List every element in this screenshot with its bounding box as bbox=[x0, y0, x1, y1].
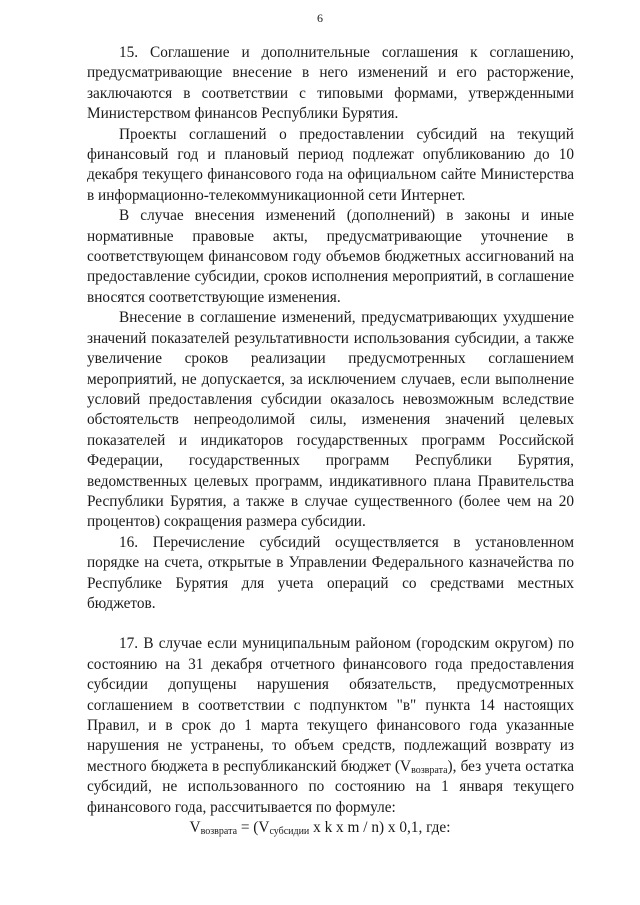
paragraph-law-changes: В случае внесения изменений (дополнений) в законы и иные нормативные правовые акты, предусматривающие уточнение в соответствующем финансовом году объемов бюджетных ассигнований на предоставление субсидии, сроков исполнения мероприятий, в соглашение вносятся соответствующие изменения. bbox=[87, 207, 574, 306]
paragraph-17 bbox=[87, 634, 574, 818]
paragraph-16: 16. Перечисление субсидий осуществляется в установленном порядке на счета, открытые в Управлении Федерального казначейства по Республике Бурятия для учета операций со средствами местных бюджетов. bbox=[87, 533, 574, 612]
paragraph-15: 15. Соглашение и дополнительные соглашения к соглашению, предусматривающие внесение в него изменений и его расторжение, заключаются в соответствии с типовыми формами, утвержденными Министерством финансов Республики Бурятия. bbox=[87, 44, 574, 123]
formula-equals: = (V bbox=[237, 819, 270, 836]
paragraph-17-text-b: ), без учета остатка субсидий, не использованного по состоянию на 1 января текущего финансового года, рассчитывается по формуле: bbox=[87, 757, 574, 816]
page-number: 6 bbox=[317, 11, 323, 25]
paragraph-draft-publication: Проекты соглашений о предоставлении субсидий на текущий финансовый год и плановый период подлежат опубликованию до 10 декабря текущего финансового года на официальном сайте Министерства в информационно-телекоммуникационной сети Интернет. bbox=[87, 125, 574, 204]
paragraph-gap bbox=[87, 614, 574, 634]
formula-sub-return: возврата bbox=[200, 826, 238, 837]
return-formula bbox=[0, 818, 640, 838]
paragraph-17-text-a: 17. В случае если муниципальным районом (городским округом) по состоянию на 31 декабря отчетного финансового года предоставления субсидии допущены нарушения обязательств, предусмотренных соглашением в соответствии с подпунктом "в" пункта 14 настоящих Правил, и в срок до 1 марта текущего финансового года указанные нарушения не устранены, то объем средств, подлежащий возврату из местного бюджета в республиканский бюджет (V bbox=[87, 635, 574, 775]
formula-rest: x k x m / n) x 0,1, где: bbox=[309, 819, 451, 836]
document-body bbox=[87, 43, 574, 818]
paragraph-worsening-indicators: Внесение в соглашение изменений, предусматривающих ухудшение значений показателей результативности использования субсидии, а также увеличение сроков реализации предусмотренных соглашением мероприятий, не допускается, за исключением случаев, если выполнение условий предоставления субсидии оказалось невозможным вследствие обстоятельств непреодолимой силы, изменения значений целевых показателей и индикаторов государственных программ Российской Федерации, государственных программ Республики Бурятия, ведомственных целевых программ, индикативного плана Правительства Республики Бурятия, а также в случае существенного (более чем на 20 процентов) сокращения размера субсидии. bbox=[87, 309, 574, 531]
formula-v-return: V bbox=[189, 819, 201, 836]
paragraph-17-subscript: возврата bbox=[411, 764, 448, 776]
formula-sub-subsidy: субсидии bbox=[269, 826, 310, 837]
